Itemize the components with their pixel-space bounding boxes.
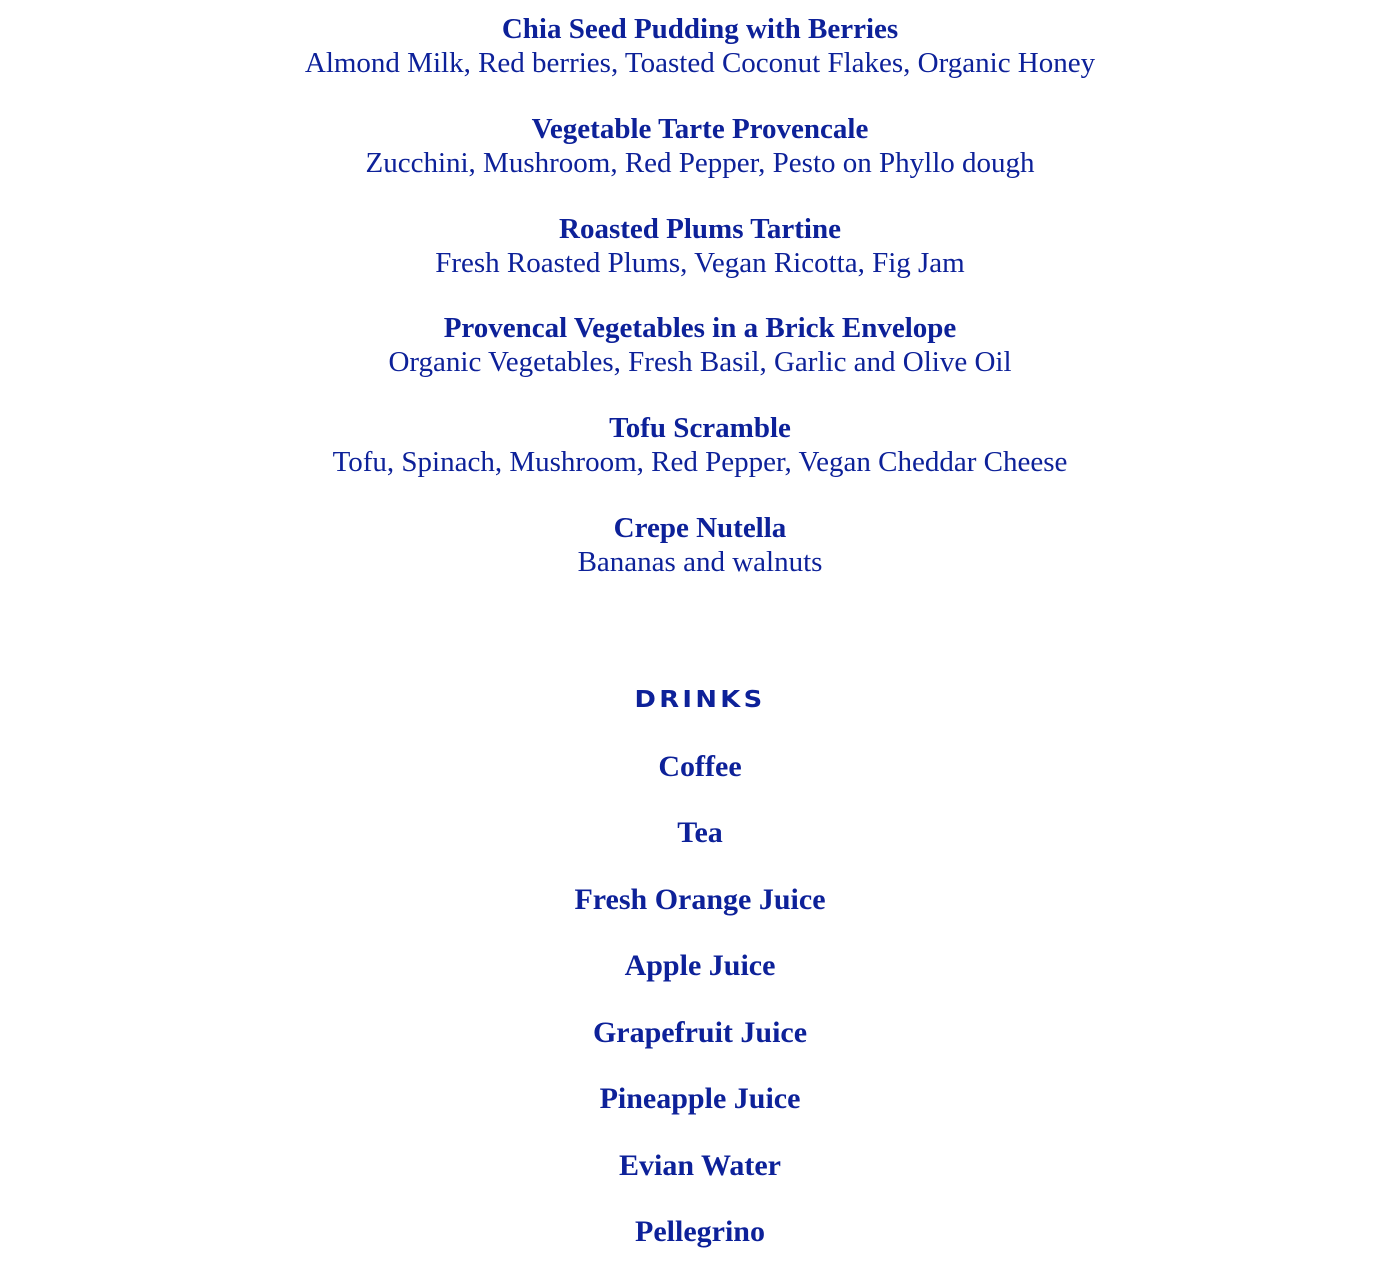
dish-description: Almond Milk, Red berries, Toasted Coconut Flakes, Organic Honey [304,47,1096,79]
dish-description: Zucchini, Mushroom, Red Pepper, Pesto on Phyllo dough [365,147,1035,179]
dish-name: Vegetable Tarte Provencale [531,113,869,145]
dish-name: Chia Seed Pudding with Berries [501,13,899,45]
dish-description: Organic Vegetables, Fresh Basil, Garlic and Olive Oil [388,346,1012,378]
dish-name: Roasted Plums Tartine [559,213,841,245]
dish-item [0,411,1400,479]
dish-name: Tofu Scramble [609,412,791,444]
drink-item: Tea [677,816,723,849]
dish-item [0,511,1400,579]
drinks-heading: DRINKS [634,687,766,713]
drink-item: Pineapple Juice [599,1082,801,1115]
drink-item: Evian Water [619,1149,781,1182]
dish-name: Provencal Vegetables in a Brick Envelope [443,312,957,344]
dish-item [0,112,1400,180]
drink-item: Apple Juice [624,949,776,982]
dish-name: Crepe Nutella [613,512,787,544]
dish-item [0,212,1400,280]
drink-item: Coffee [658,750,742,783]
dish-description: Bananas and walnuts [577,546,823,578]
drink-item: Fresh Orange Juice [574,883,826,916]
dish-item [0,311,1400,379]
dish-description: Tofu, Spinach, Mushroom, Red Pepper, Vegan Cheddar Cheese [332,446,1068,478]
drink-item: Grapefruit Juice [592,1016,808,1049]
drink-item: Pellegrino [635,1215,765,1248]
dish-description: Fresh Roasted Plums, Vegan Ricotta, Fig Jam [435,247,965,279]
dish-item [0,12,1400,80]
